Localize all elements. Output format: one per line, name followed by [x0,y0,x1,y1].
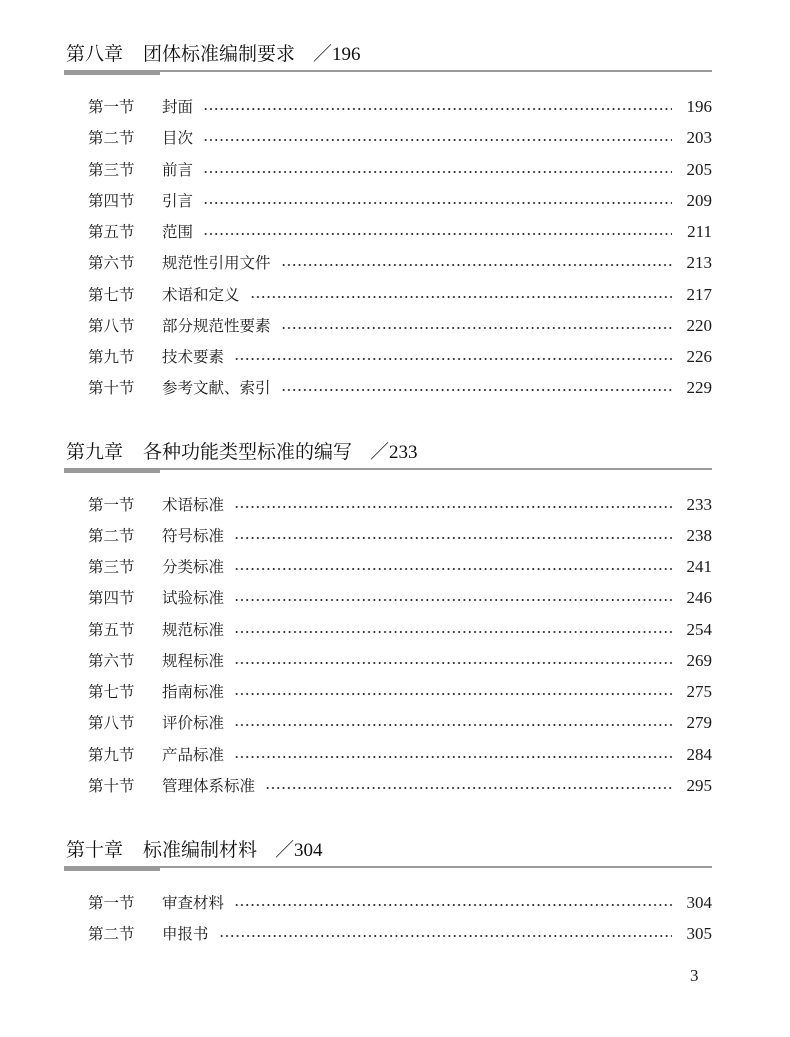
dot-leader [234,891,678,915]
section-title: 范围 [162,223,194,241]
toc-entry[interactable] [88,493,712,517]
section-page: 233 [686,495,712,514]
toc-entry[interactable] [88,158,712,182]
heading-rule [64,468,712,470]
dot-leader [281,251,678,275]
section-title: 产品标准 [162,746,225,764]
dot-leader [234,649,678,673]
section-page: 220 [686,316,712,335]
heading-rule-accent [64,70,160,75]
dot-leader [234,743,678,767]
section-label: 第一节 [88,496,135,514]
section-label: 第四节 [88,589,135,607]
section-label: 第十节 [88,777,135,795]
section-page: 209 [686,191,712,210]
toc-entry[interactable] [88,649,712,673]
section-label: 第十节 [88,379,135,397]
dot-leader [265,774,678,798]
section-page: 196 [686,97,712,116]
chapter-page: ／196 [313,44,361,65]
section-page: 254 [686,620,712,639]
toc-entry[interactable] [88,743,712,767]
section-page: 229 [686,378,712,397]
dot-leader [203,189,678,213]
heading-rule [64,866,712,868]
section-label: 第一节 [88,98,135,116]
section-page: 275 [686,682,712,701]
section-title: 申报书 [162,925,209,943]
dot-leader [203,220,678,244]
section-label: 第六节 [88,652,135,670]
section-page: 246 [686,588,712,607]
chapter-heading [64,439,712,469]
section-page: 295 [686,776,712,795]
section-page: 304 [686,893,712,912]
chapter-name: 标准编制材料 [143,839,258,861]
section-label: 第三节 [88,558,135,576]
chapter-title[interactable] [66,439,418,466]
dot-leader [234,493,678,517]
section-label: 第四节 [88,192,135,210]
section-label: 第二节 [88,925,135,943]
heading-rule-accent [64,468,160,473]
section-page: 203 [686,128,712,147]
chapter-number: 第十章 [66,839,124,861]
dot-leader [203,126,678,150]
heading-rule [64,70,712,72]
section-title: 引言 [162,192,194,210]
chapter-number: 第九章 [66,441,124,463]
chapter-10 [64,837,712,943]
section-label: 第一节 [88,894,135,912]
toc-entry[interactable] [88,345,712,369]
section-page: 213 [686,253,712,272]
section-page: 226 [686,347,712,366]
toc-entry[interactable] [88,586,712,610]
section-label: 第五节 [88,621,135,639]
section-title: 部分规范性要素 [162,317,271,335]
dot-leader [234,345,678,369]
dot-leader [234,586,678,610]
dot-leader [234,618,678,642]
section-title: 参考文献、索引 [162,379,271,397]
toc-entry[interactable] [88,922,712,946]
chapter-number: 第八章 [66,43,124,65]
toc-entry[interactable] [88,680,712,704]
section-title: 技术要素 [162,348,225,366]
toc-entry[interactable] [88,220,712,244]
section-page: 211 [687,222,712,241]
section-page: 305 [686,924,712,943]
section-label: 第五节 [88,223,135,241]
toc-entry[interactable] [88,774,712,798]
section-title: 管理体系标准 [162,777,256,795]
section-label: 第九节 [88,348,135,366]
toc-entry[interactable] [88,126,712,150]
page-number: 3 [690,966,699,985]
chapter-page: ／304 [275,840,323,861]
section-title: 术语和定义 [162,286,240,304]
section-label: 第二节 [88,129,135,147]
section-title: 评价标准 [162,714,225,732]
toc-entry[interactable] [88,314,712,338]
section-label: 第六节 [88,254,135,272]
section-page: 284 [686,745,712,764]
dot-leader [219,922,678,946]
section-title: 前言 [162,161,194,179]
section-title: 规范性引用文件 [162,254,271,272]
chapter-name: 团体标准编制要求 [143,43,296,65]
section-title: 规范标准 [162,621,225,639]
section-page: 205 [686,160,712,179]
dot-leader [203,158,678,182]
toc-entry[interactable] [88,95,712,119]
chapter-name: 各种功能类型标准的编写 [143,441,353,463]
dot-leader [203,95,678,119]
toc-entry[interactable] [88,711,712,735]
section-title: 规程标准 [162,652,225,670]
chapter-heading [64,837,712,867]
section-title: 封面 [162,98,194,116]
dot-leader [234,680,678,704]
section-page: 279 [686,713,712,732]
section-title: 术语标准 [162,496,225,514]
chapter-title[interactable] [66,837,323,864]
toc-entry[interactable] [88,524,712,548]
toc-entry[interactable] [88,189,712,213]
section-label: 第八节 [88,317,135,335]
section-page: 269 [686,651,712,670]
dot-leader [234,524,678,548]
section-title: 符号标准 [162,527,225,545]
toc-entry[interactable] [88,555,712,579]
section-label: 第三节 [88,161,135,179]
section-title: 目次 [162,129,194,147]
toc-entry[interactable] [88,891,712,915]
section-title: 分类标准 [162,558,225,576]
dot-leader [234,711,678,735]
toc-entry[interactable] [88,376,712,400]
dot-leader [281,376,678,400]
section-title: 试验标准 [162,589,225,607]
dot-leader [250,283,678,307]
toc-entry[interactable] [88,283,712,307]
toc-entry[interactable] [88,251,712,275]
chapter-page: ／233 [370,442,418,463]
section-label: 第七节 [88,683,135,701]
section-title: 指南标准 [162,683,225,701]
section-page: 238 [686,526,712,545]
dot-leader [281,314,678,338]
toc-entry[interactable] [88,618,712,642]
section-label: 第九节 [88,746,135,764]
heading-rule-accent [64,866,160,871]
chapter-heading [64,41,712,71]
dot-leader [234,555,678,579]
section-page: 217 [686,285,712,304]
section-page: 241 [686,557,712,576]
section-title: 审查材料 [162,894,225,912]
section-label: 第八节 [88,714,135,732]
chapter-title[interactable] [66,41,361,68]
chapter-9 [64,439,712,795]
chapter-8 [64,41,712,397]
section-label: 第二节 [88,527,135,545]
section-label: 第七节 [88,286,135,304]
